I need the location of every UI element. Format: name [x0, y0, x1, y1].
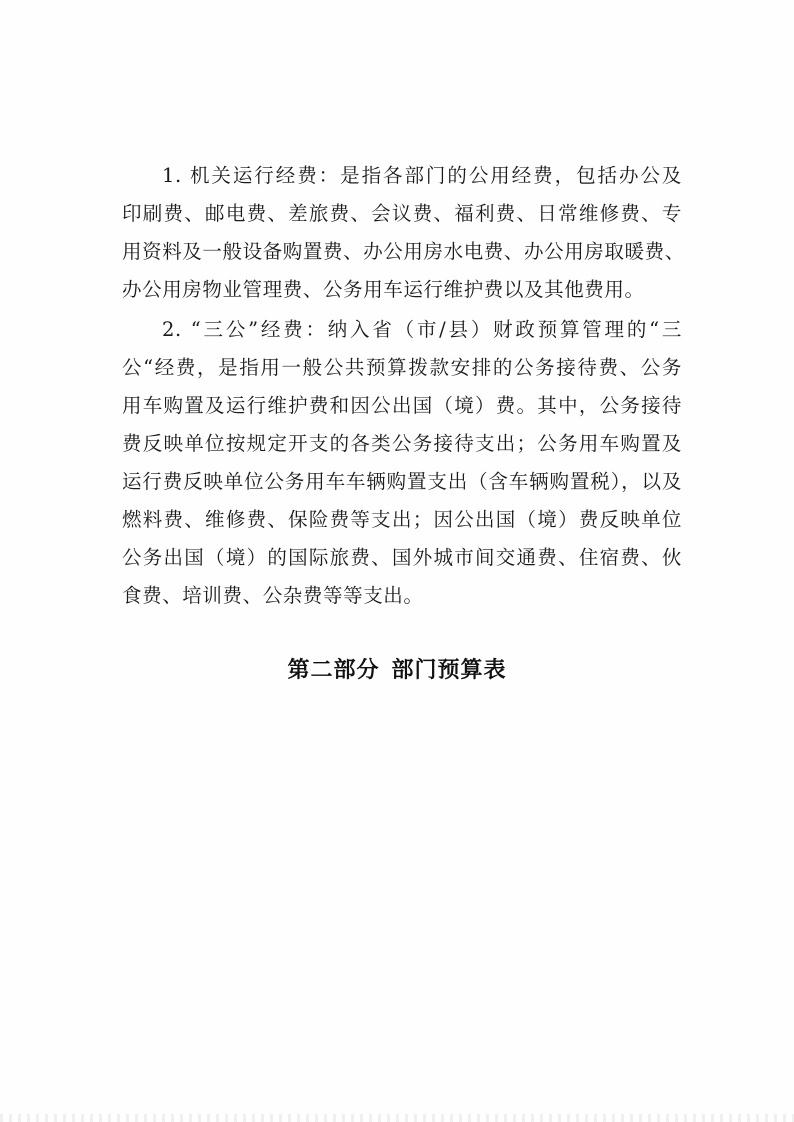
paragraph2-line-5: 运行费反映单位公务用车车辆购置支出（含车辆购置税），以及 [122, 470, 682, 493]
paragraph2-line-3: 用车购置及运行维护费和因公出国（境）费。其中，公务接待 [122, 394, 682, 417]
section-heading [0, 650, 794, 690]
paragraph1-line-2: 印刷费、邮电费、差旅费、会议费、福利费、日常维修费、专 [122, 202, 682, 225]
paragraph1-line-3: 用资料及一般设备购置费、办公用房水电费、办公用房取暖费、 [122, 240, 685, 263]
section-heading-part: 第二部分 [287, 657, 380, 683]
paragraph2-line-2: 公“经费，是指用一般公共预算拨款安排的公务接待费、公务 [122, 356, 682, 379]
paragraph2-line-4: 费反映单位按规定开支的各类公务接待支出；公务用车购置及 [122, 432, 682, 455]
paragraph2-line-1: 2. “三公”经费：纳入省（市/县）财政预算管理的“三 [162, 318, 682, 341]
paragraph1-line-1: 1. 机关运行经费：是指各部门的公用经费，包括办公及 [162, 164, 682, 187]
paragraph1-line-4: 办公用房物业管理费、公务用车运行维护费以及其他费用。 [122, 278, 645, 301]
scan-edge-artifact [0, 1114, 794, 1122]
section-heading-title: 部门预算表 [391, 657, 507, 683]
paragraph2-line-7: 公务出国（境）的国际旅费、国外城市间交通费、住宿费、伙 [122, 546, 682, 569]
paragraph2-line-6: 燃料费、维修费、保险费等支出；因公出国（境）费反映单位 [122, 508, 682, 531]
paragraph2-line-8: 食费、培训费、公杂费等等支出。 [122, 584, 424, 607]
